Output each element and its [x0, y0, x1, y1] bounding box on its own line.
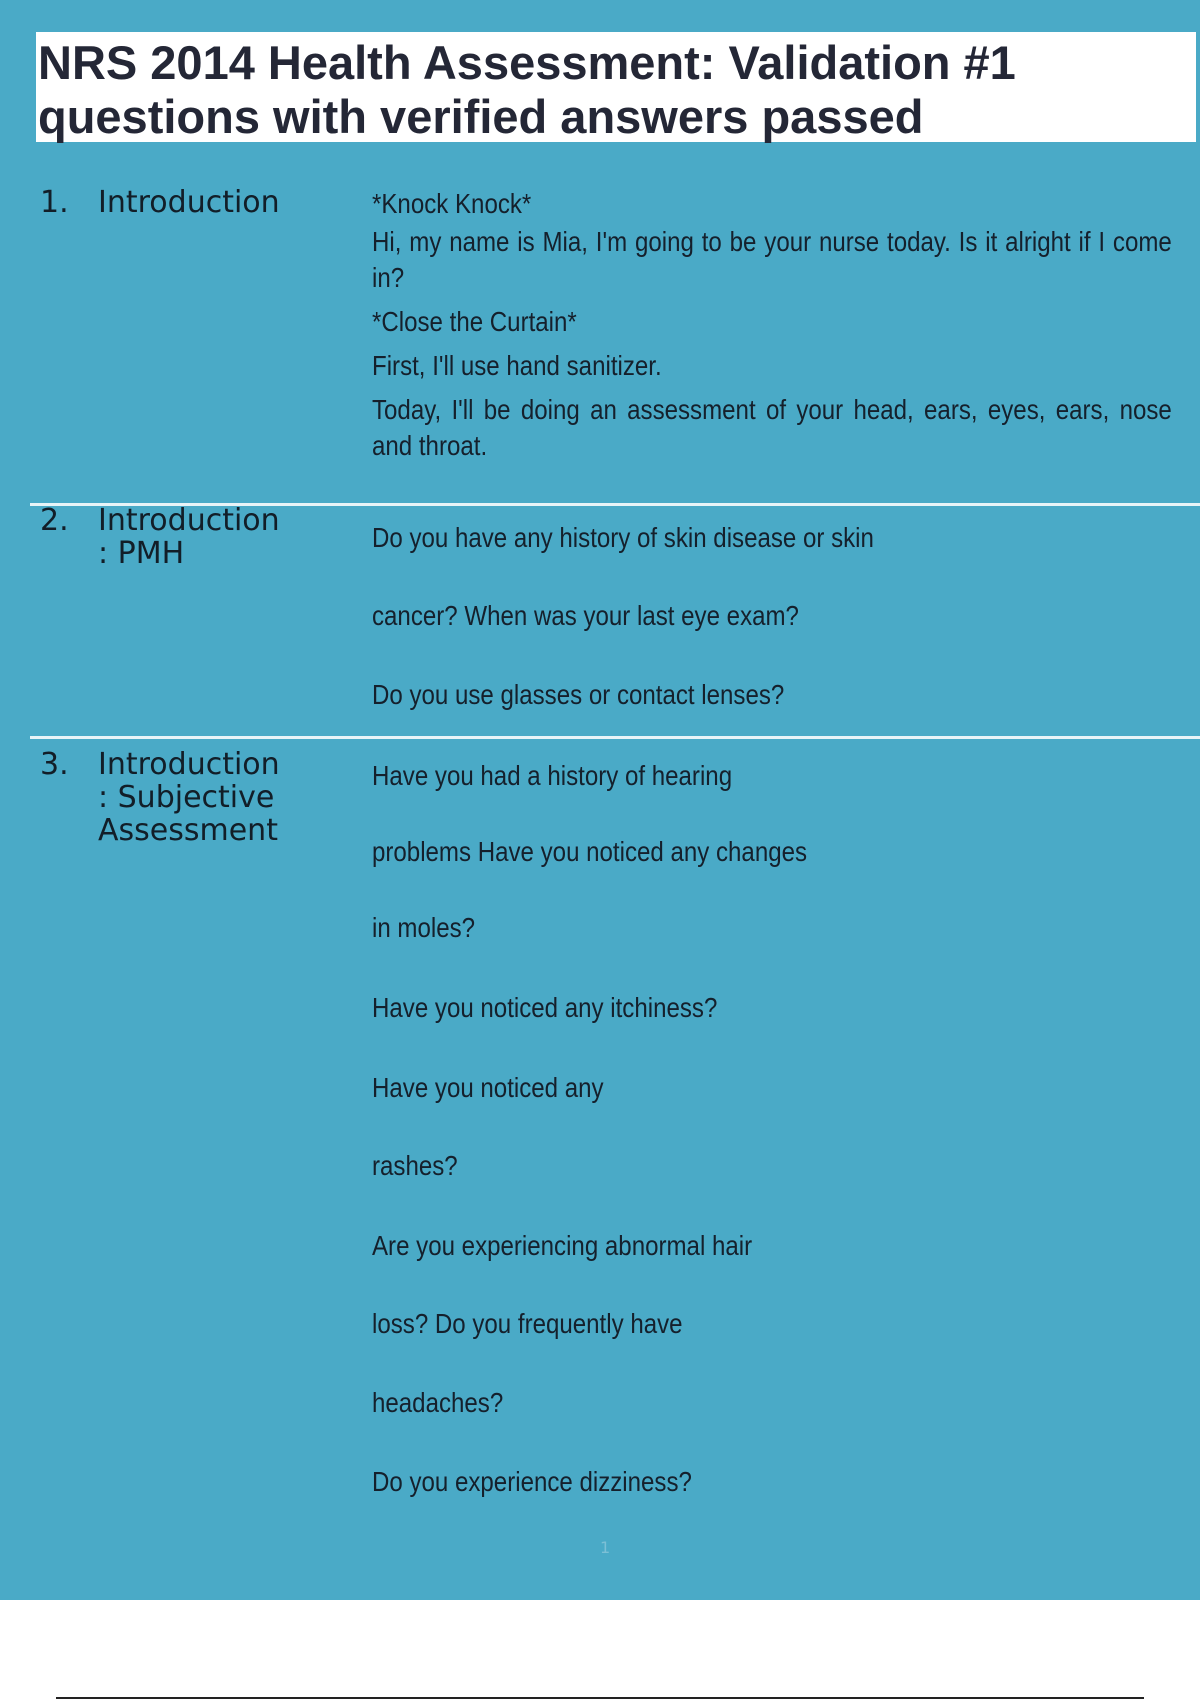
- content-line: loss? Do you frequently have: [372, 1308, 683, 1339]
- section-label-line: : Subjective: [98, 780, 275, 815]
- section-number: 3.: [40, 747, 69, 782]
- section-number: 2.: [40, 503, 69, 538]
- section-label-line: Introduction: [98, 747, 280, 782]
- content-line: cancer? When was your last eye exam?: [372, 600, 799, 631]
- section-label: [98, 748, 358, 847]
- content-line: in moles?: [372, 912, 476, 943]
- content-line: problems Have you noticed any changes: [372, 836, 808, 867]
- content-line: Have you noticed any: [372, 1072, 604, 1103]
- content-line: Do you experience dizziness?: [372, 1466, 692, 1497]
- page-number: 1: [600, 1538, 611, 1557]
- content-line: Hi, my name is Mia, I'm going to be your nurse today. Is it alright if I come in?: [372, 226, 1172, 293]
- section-label-line: : PMH: [98, 536, 185, 571]
- document-title: [36, 32, 1196, 144]
- section-label-line: Introduction: [98, 185, 280, 220]
- section-label: [98, 186, 358, 219]
- footer-rule: [56, 1697, 1144, 1699]
- content-line: Have you had a history of hearing: [372, 760, 733, 791]
- section-divider: [30, 736, 1200, 739]
- title-box: [36, 32, 1196, 142]
- section-number: 1.: [40, 185, 69, 220]
- section-label-line: Introduction: [98, 503, 280, 538]
- section-label: [98, 504, 358, 570]
- content-line: *Knock Knock*: [372, 188, 532, 219]
- section-label-line: Assessment: [98, 813, 278, 848]
- content-line: *Close the Curtain*: [372, 306, 577, 337]
- content-line: Do you use glasses or contact lenses?: [372, 679, 785, 710]
- content-line: First, I'll use hand sanitizer.: [372, 350, 662, 381]
- content-line: Are you experiencing abnormal hair: [372, 1230, 753, 1261]
- content-line: Have you noticed any itchiness?: [372, 992, 718, 1023]
- content-line: Today, I'll be doing an assessment of your head, ears, eyes, ears, nose and throat.: [372, 394, 1172, 461]
- title-line-1: NRS 2014 Health Assessment: Validation #1: [38, 36, 1016, 89]
- content-line: Do you have any history of skin disease or skin: [372, 522, 874, 553]
- title-line-2: questions with verified answers passed: [38, 90, 924, 143]
- content-line: headaches?: [372, 1387, 504, 1418]
- content-line: rashes?: [372, 1150, 458, 1181]
